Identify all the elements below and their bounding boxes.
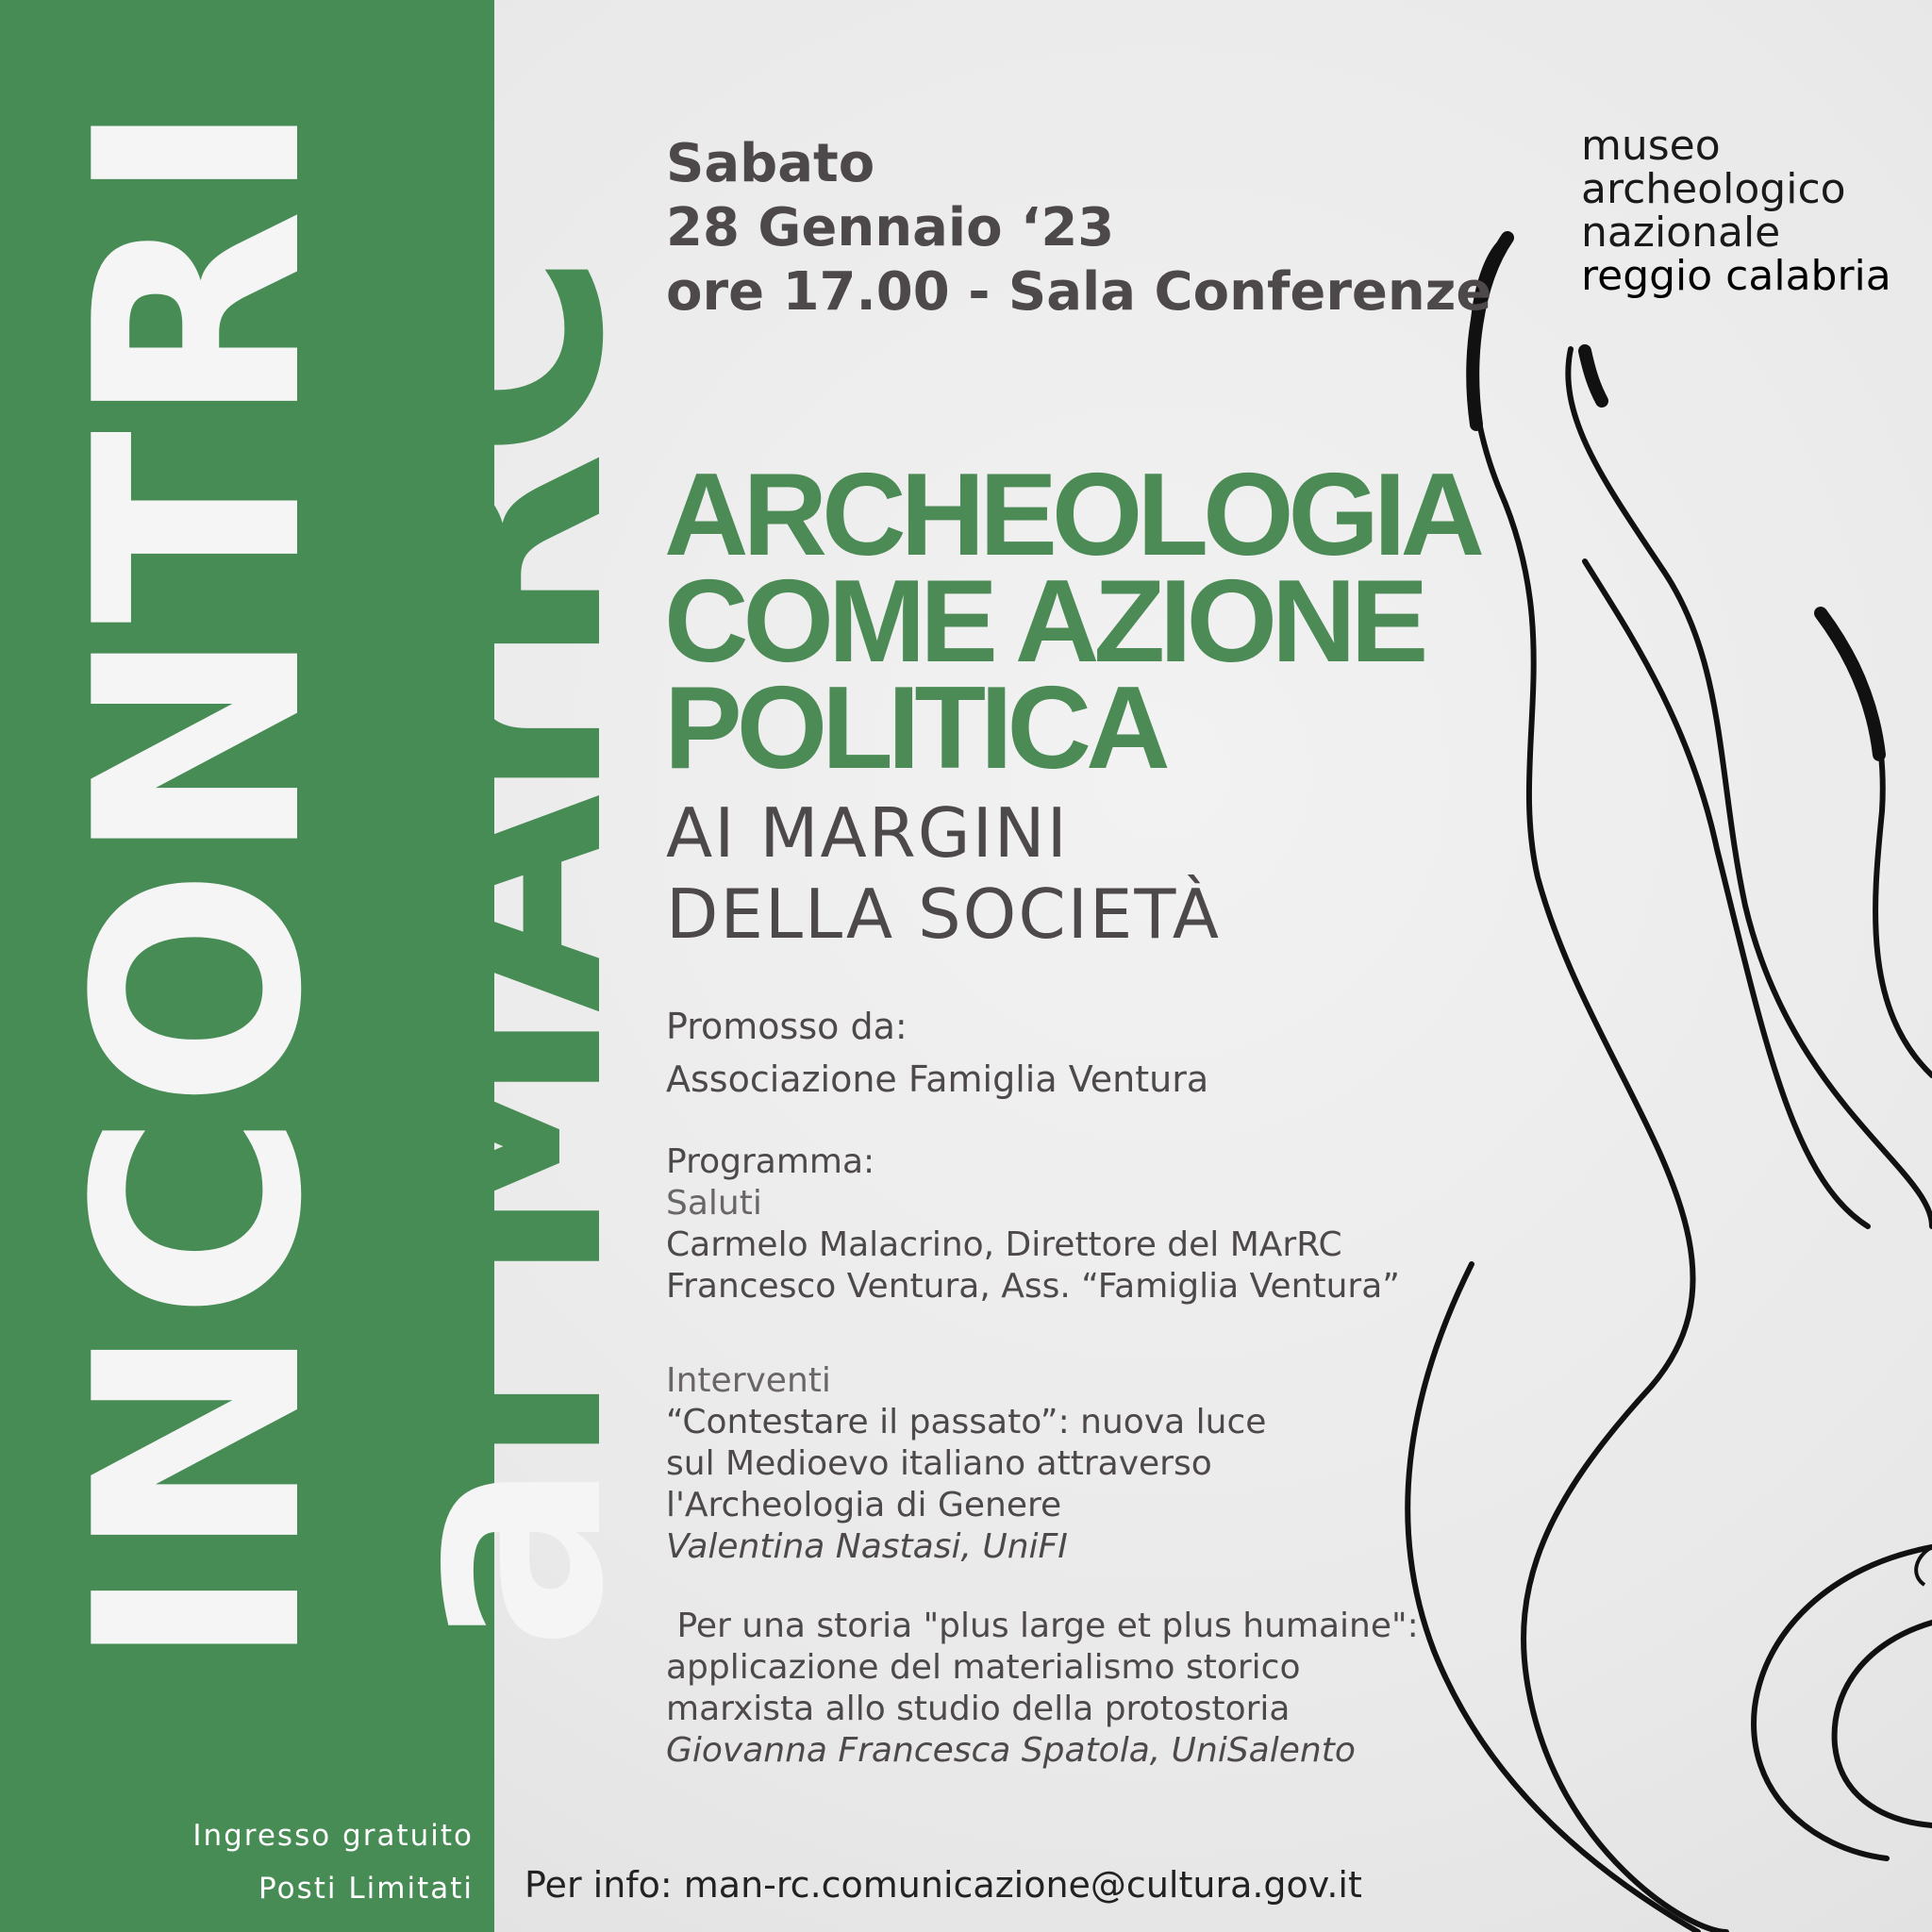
headline-line-2: COME AZIONE: [664, 557, 1424, 687]
talk-2-line-3: marxista allo studio della protostoria: [666, 1690, 1291, 1728]
contact-info: Per info: man-rc.comunicazione@cultura.gov.it: [525, 1864, 1362, 1906]
talk-1-line-2: sul Medioevo italiano attraverso: [666, 1444, 1212, 1483]
talks-label: Interventi: [666, 1361, 831, 1400]
subheadline-line-1: AI MARGINI: [666, 793, 1069, 873]
program-label: Programma:: [666, 1142, 875, 1181]
event-time-place: ore 17.00 - Sala Conferenze: [666, 261, 1492, 323]
event-day: Sabato: [666, 133, 875, 194]
free-entry-note: Ingresso gratuito: [192, 1819, 474, 1853]
vertical-title-rest: l MArRC: [337, 258, 666, 1468]
vertical-title-a: a: [337, 1467, 666, 1651]
greeting-1: Carmelo Malacrino, Direttore del MArRC: [666, 1225, 1342, 1264]
greeting-2: Francesco Ventura, Ass. “Famiglia Ventura”: [666, 1267, 1400, 1306]
talk-1-speaker: Valentina Nastasi, UniFI: [666, 1527, 1068, 1566]
talk-1-line-3: l'Archeologia di Genere: [666, 1486, 1062, 1524]
greetings-label: Saluti: [666, 1184, 762, 1223]
museum-logo-line-4: reggio calabria: [1581, 252, 1891, 300]
event-datetime: [666, 132, 1491, 325]
museum-logo-line-1: museo: [1581, 122, 1721, 170]
promoter-label: Promosso da:: [666, 1006, 908, 1047]
headline-line-1: ARCHEOLOGIA: [664, 450, 1479, 580]
program-block: [666, 1141, 1419, 1772]
promoter-name: Associazione Famiglia Ventura: [666, 1058, 1209, 1100]
headline: [664, 450, 1479, 793]
promoter-block: [666, 1000, 1208, 1106]
museum-logo-line-3: nazionale: [1581, 208, 1781, 257]
talk-2-line-1: Per una storia "plus large et plus humaine":: [666, 1607, 1419, 1645]
program-spacer-2: [666, 1568, 1419, 1606]
talk-2-speaker: Giovanna Francesca Spatola, UniSalento: [666, 1731, 1356, 1770]
subheadline-line-2: DELLA SOCIETÀ: [666, 874, 1221, 954]
headline-line-3: POLITICA: [664, 663, 1165, 793]
program-spacer: [666, 1307, 1419, 1360]
talk-1-line-1: “Contestare il passato”: nuova luce: [666, 1403, 1267, 1441]
subheadline: [666, 792, 1221, 955]
museum-logo: [1581, 122, 1891, 300]
museum-logo-line-2: archeologico: [1581, 165, 1846, 213]
event-date: 28 Gennaio ‘23: [666, 197, 1115, 258]
vertical-title-incontri: INCONTRI: [35, 95, 364, 1670]
talk-2-line-2: applicazione del materialismo storico: [666, 1648, 1301, 1687]
limited-seats-note: Posti Limitati: [258, 1872, 474, 1906]
access-notes: [192, 1809, 474, 1915]
